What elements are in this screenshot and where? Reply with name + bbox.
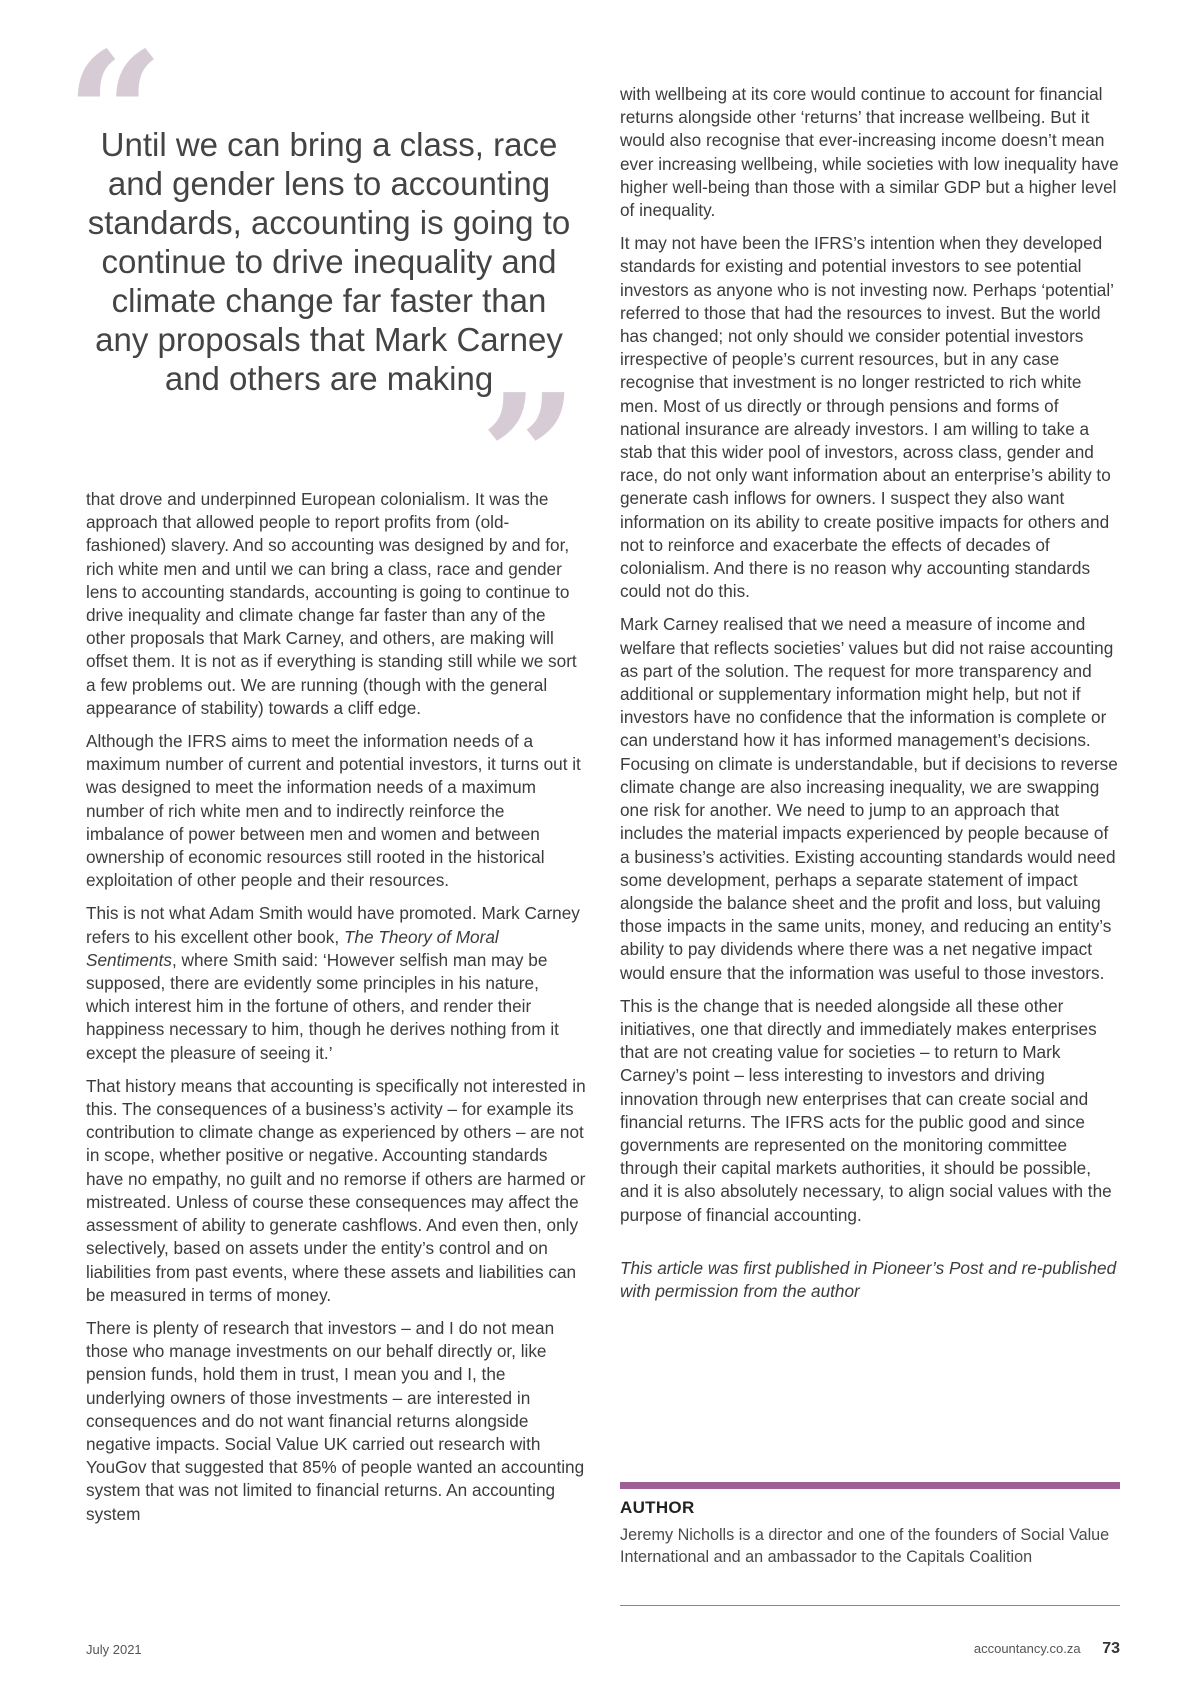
book-title: The Theory of Moral Sentiments xyxy=(86,926,499,970)
author-heading: AUTHOR xyxy=(620,1498,695,1517)
author-accent-bar xyxy=(620,1482,1120,1489)
open-quote-icon: “ xyxy=(66,15,164,215)
right-column xyxy=(620,83,1120,1320)
paragraph-text: This is not what Adam Smith would have promoted. Mark Carney refers to his excellent other book, xyxy=(86,903,580,947)
page-number: 73 xyxy=(1102,1640,1120,1657)
body-paragraph: Mark Carney realised that we need a measure of income and welfare that reflects societies’ values but did not raise accounting as part of the solution. The request for more transparency and additional or supplementary information might help, but not if investors have no confidence that the information is complete or can understand how it has informed management’s decisions. Focusing on climate is understandable, but if decisions to reverse climate change are also increasing inequality, we are swapping one risk for another. We need to jump to an approach that includes the material impacts experienced by people because of a business’s activities. Existing accounting standards would need some development, perhaps a separate statement of impact alongside the balance sheet and the profit and loss, but valuing those impacts in the same units, money, and reducing an entity’s ability to pay dividends where there was a net negative impact would ensure that the information was useful to those investors. xyxy=(620,614,1118,983)
body-paragraph: with wellbeing at its core would continue to account for financial returns alongside other ‘returns’ that increase wellbeing. But it would also recognise that ever-increasing income doesn’t mean ever increasing wellbeing, while societies with low inequality have higher well-being than those with a similar GDP but a higher level of inequality. xyxy=(620,84,1119,221)
body-paragraph: There is plenty of research that investors – and I do not mean those who manage investments on our behalf directly or, like pension funds, hold them in trust, I mean you and I, the underlying owners of those investments – are interested in consequences and do not want financial returns alongside negative impacts. Social Value UK carried out research with YouGov that suggested that 85% of people wanted an accounting system that was not limited to financial returns. An accounting system xyxy=(86,1317,585,1524)
pull-quote: Until we can bring a class, race and gender lens to accounting standards, accounting is going to continue to drive inequality and climate change far faster than any proposals that Mark Carney and others are making xyxy=(87,126,571,397)
body-paragraph: It may not have been the IFRS’s intention when they developed standards for existing and potential investors to see potential investors as anyone who is not investing now. Perhaps ‘potential’ referred to those that had the resources to invest. But the world has changed; not only should we consider potential investors irrespective of people’s current resources, but in any case recognise that investment is no longer restricted to rich white men. Most of us directly or through pensions and forms of national insurance are already investors. I am willing to take a stab that this wider pool of investors, across class, gender and race, do not only want information about an enterprise’s ability to generate cash inflows for owners. I suspect they also want information on its ability to create positive impacts for others and not to reinforce and exacerbate the effects of decades of colonialism. And there is no reason why accounting standards could not do this. xyxy=(620,233,1114,602)
author-bio: Jeremy Nicholls is a director and one of the founders of Social Value International and an ambassador to the Capitals Coalition xyxy=(620,1526,1110,1566)
publication-credit: This article was first published in Pioneer’s Post and re-published with permission from the author xyxy=(620,1257,1117,1301)
footer-site-link[interactable]: accountancy.co.za xyxy=(973,1641,1081,1656)
body-paragraph: That history means that accounting is specifically not interested in this. The consequences of a business’s activity – for example its contribution to climate change as experienced by others – are not in scope, whether positive or negative. Accounting standards have no empathy, no guilt and no remorse if others are harmed or mistreated. Unless of course these consequences may affect the assessment of ability to generate cashflows. And even then, only selectively, based on assets under the entity’s control and on liabilities from past events, where these assets and liabilities can be measured in terms of money. xyxy=(86,1075,586,1305)
paragraph-text: , where Smith said: ‘However selfish man may be supposed, there are evidently some principles in his nature, which interest him in the fortune of others, and render their happiness necessary to him, though he derives nothing from it except the pleasure of seeing it.’ xyxy=(86,949,559,1063)
body-paragraph: that drove and underpinned European colonialism. It was the approach that allowed people to report profits from (old-fashioned) slavery. And so accounting was designed by and for, rich white men and until we can bring a class, race and gender lens to accounting standards, accounting is going to continue to drive inequality and climate change far faster than any of the other proposals that Mark Carney, and others, are making will offset them. It is not as if everything is standing still while we sort a few problems out. We are running (though with the general appearance of stability) towards a cliff edge. xyxy=(86,489,577,718)
body-paragraph: This is the change that is needed alongside all these other initiatives, one that directly and immediately makes enterprises that are not creating value for societies – to return to Mark Carney’s point – less interesting to investors and driving innovation through new enterprises that can create social and financial returns. The IFRS acts for the public good and since governments are represented on the monitoring committee through their capital markets authorities, it should be possible, and it is also absolutely necessary, to align social values with the purpose of financial accounting. xyxy=(620,995,1112,1225)
footer-date: July 2021 xyxy=(86,1642,142,1657)
author-box xyxy=(620,1498,1120,1568)
close-quote-icon: ” xyxy=(480,357,578,557)
divider xyxy=(620,1605,1120,1606)
body-paragraph xyxy=(86,902,586,1064)
footer-right xyxy=(974,1640,1120,1658)
body-paragraph: Although the IFRS aims to meet the information needs of a maximum number of current and potential investors, it turns out it was designed to meet the information needs of a maximum number of rich white men and to indirectly reinforce the imbalance of power between men and women and between ownership of economic resources still rooted in the historical exploitation of other people and their resources. xyxy=(86,731,581,891)
left-column xyxy=(86,488,586,1536)
